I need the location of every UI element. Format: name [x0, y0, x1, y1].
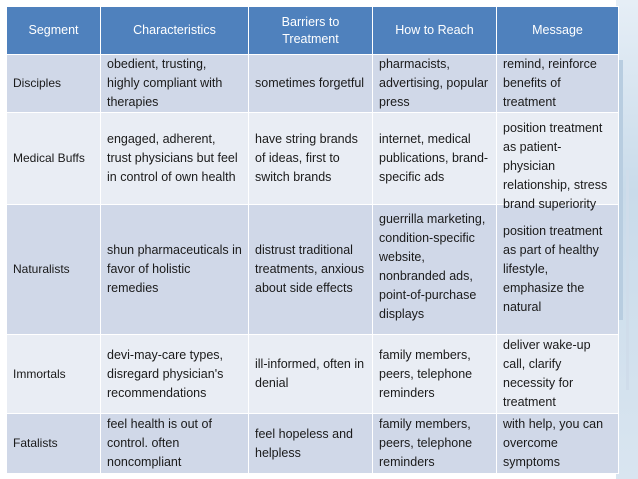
segment-cell: Disciples — [7, 55, 101, 113]
barriers-cell: feel hopeless and helpless — [249, 414, 373, 474]
message-cell: position treatment as part of healthy lifestyle, emphasize the natural — [497, 205, 619, 335]
how-to-reach-cell: pharmacists, advertising, popular press — [373, 55, 497, 113]
characteristics-cell: shun pharmaceuticals in favor of holistic remedies — [101, 205, 249, 335]
message-cell: with help, you can overcome symptoms — [497, 414, 619, 474]
table-row — [7, 55, 619, 113]
table-row — [7, 414, 619, 474]
characteristics-cell: engaged, adherent, trust physicians but feel in control of own health — [101, 113, 249, 205]
how-to-reach-cell: internet, medical publications, brand-specific ads — [373, 113, 497, 205]
barriers-cell: sometimes forgetful — [249, 55, 373, 113]
message-cell: remind, reinforce benefits of treatment — [497, 55, 619, 113]
table-row — [7, 205, 619, 335]
message-cell: deliver wake-up call, clarify necessity for treatment — [497, 335, 619, 414]
message-cell — [497, 113, 619, 211]
header-row — [7, 7, 619, 55]
characteristics-cell: devi-may-care types, disregard physician's recommendations — [101, 335, 249, 414]
barriers-cell: ill-informed, often in denial — [249, 335, 373, 414]
header-message: Message — [497, 7, 619, 55]
decoration-stripe — [619, 60, 623, 320]
how-to-reach-cell: family members, peers, telephone reminders — [373, 414, 497, 474]
message-text: position treatment as patient-physician relationship, stress brand superiority — [503, 120, 608, 211]
barriers-cell: distrust traditional treatments, anxious about side effects — [249, 205, 373, 335]
table-row — [7, 335, 619, 414]
decoration-stripe — [626, 170, 629, 390]
table-row — [7, 113, 619, 205]
slide-decoration — [616, 0, 638, 479]
characteristics-cell: feel health is out of control. often noncompliant — [101, 414, 249, 474]
segment-cell: Fatalists — [7, 414, 101, 474]
segment-cell: Immortals — [7, 335, 101, 414]
header-how-to-reach: How to Reach — [373, 7, 497, 55]
segment-cell: Naturalists — [7, 205, 101, 335]
header-characteristics: Characteristics — [101, 7, 249, 55]
header-segment: Segment — [7, 7, 101, 55]
segment-cell: Medical Buffs — [7, 113, 101, 205]
characteristics-cell: obedient, trusting, highly compliant with therapies — [101, 55, 249, 113]
barriers-cell: have string brands of ideas, first to switch brands — [249, 113, 373, 205]
header-barriers: Barriers to Treatment — [249, 7, 373, 55]
how-to-reach-cell: family members, peers, telephone reminders — [373, 335, 497, 414]
how-to-reach-text: guerrilla marketing, condition-specific website, nonbranded ads, point-of-purchase displays — [379, 211, 486, 321]
segmentation-table — [6, 6, 619, 474]
how-to-reach-cell — [373, 205, 497, 335]
